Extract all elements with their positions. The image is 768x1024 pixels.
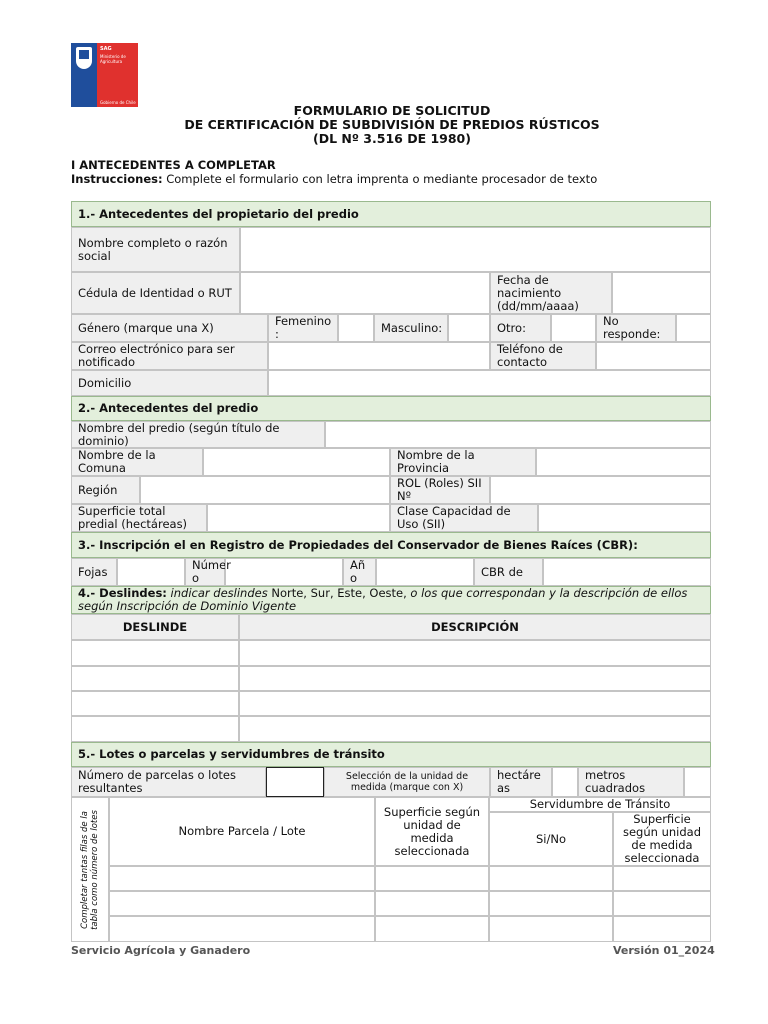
label-clase: Clase Capacidad de Uso (SII)	[390, 504, 538, 532]
col-descripcion: DESCRIPCIÓN	[239, 614, 711, 640]
label-hectareas: hectáre as	[490, 767, 552, 797]
logo-gov-text: Gobierno de Chile	[100, 100, 136, 105]
checkbox-masculino[interactable]	[448, 314, 490, 342]
col-servidumbre: Servidumbre de Tránsito	[489, 797, 711, 812]
section-heading: I ANTECEDENTES A COMPLETAR	[71, 158, 276, 172]
parcela-sino-cell-3[interactable]	[489, 916, 613, 942]
checkbox-no-responde[interactable]	[676, 314, 711, 342]
title-line-2: DE CERTIFICACIÓN DE SUBDIVISIÓN DE PREDIOS RÚSTICOS	[184, 117, 600, 132]
instructions	[71, 172, 597, 186]
input-nombre[interactable]	[240, 227, 711, 272]
label-cbr: CBR de	[474, 558, 543, 586]
input-rol[interactable]	[490, 476, 711, 504]
instructions-label: Instrucciones:	[71, 172, 163, 186]
input-correo[interactable]	[268, 342, 490, 370]
input-num-parcelas[interactable]	[266, 767, 324, 797]
checkbox-femenino[interactable]	[338, 314, 374, 342]
section-3-header: 3.- Inscripción el en Registro de Propiedades del Conservador de Bienes Raíces (CBR):	[71, 532, 711, 558]
title-line-3: (DL Nº 3.516 DE 1980)	[313, 131, 471, 146]
input-provincia[interactable]	[536, 448, 711, 476]
input-domicilio[interactable]	[268, 370, 711, 396]
deslinde-cell-1[interactable]	[71, 640, 239, 666]
parcela-superficie-cell-1[interactable]	[375, 866, 489, 891]
label-region: Región	[71, 476, 140, 504]
section-4-title: 4.- Deslindes:	[78, 586, 167, 600]
label-masculino: Masculino:	[374, 314, 448, 342]
checkbox-otro[interactable]	[551, 314, 596, 342]
input-region[interactable]	[140, 476, 390, 504]
title-line-1: FORMULARIO DE SOLICITUD	[293, 103, 491, 118]
input-anio[interactable]	[376, 558, 474, 586]
coat-of-arms-icon	[76, 47, 92, 69]
input-telefono[interactable]	[596, 342, 711, 370]
label-fecha: Fecha de nacimiento (dd/mm/aaaa)	[490, 272, 612, 314]
vertical-hint-text: Completar tantas filas de la tabla como número de lotes	[80, 809, 100, 930]
label-nombre: Nombre completo o razón social	[71, 227, 240, 272]
label-nombre-predio: Nombre del predio (según título de dominio)	[71, 421, 325, 448]
label-no-responde: No responde:	[596, 314, 676, 342]
label-comuna: Nombre de la Comuna	[71, 448, 203, 476]
parcela-nombre-cell-1[interactable]	[109, 866, 375, 891]
parcela-sup-serv-cell-3[interactable]	[613, 916, 711, 942]
input-superficie[interactable]	[207, 504, 390, 532]
label-seleccion-unidad: Selección de la unidad de medida (marque con X)	[324, 767, 490, 797]
parcela-sino-cell-2[interactable]	[489, 891, 613, 916]
deslinde-cell-3[interactable]	[71, 691, 239, 716]
col-nombre-parcela: Nombre Parcela / Lote	[109, 797, 375, 866]
col-superficie-servidumbre: Superficie según unidad de medida seleccionada	[613, 812, 711, 866]
section-5-header: 5.- Lotes o parcelas y servidumbres de tránsito	[71, 742, 711, 767]
descripcion-cell-1[interactable]	[239, 640, 711, 666]
label-otro: Otro:	[490, 314, 551, 342]
section-4-hint-3: o los que correspondan y la descripción de ellos según Inscripción de Dominio Vigente	[78, 586, 688, 613]
parcela-nombre-cell-2[interactable]	[109, 891, 375, 916]
section-4-header	[71, 586, 711, 614]
deslinde-cell-4[interactable]	[71, 716, 239, 742]
vertical-hint-cell	[71, 797, 109, 942]
label-fojas: Fojas	[71, 558, 117, 586]
section-1-header: 1.- Antecedentes del propietario del predio	[71, 201, 711, 227]
label-cedula: Cédula de Identidad o RUT	[71, 272, 240, 314]
col-sino: Si/No	[489, 812, 613, 866]
deslinde-cell-2[interactable]	[71, 666, 239, 691]
descripcion-cell-3[interactable]	[239, 691, 711, 716]
label-rol: ROL (Roles) SII Nº	[390, 476, 490, 504]
label-superficie: Superficie total predial (hectáreas)	[71, 504, 207, 532]
logo-sag-text: SAG	[100, 46, 112, 52]
sag-logo	[71, 43, 138, 107]
instructions-text: Complete el formulario con letra imprenta o mediante procesador de texto	[162, 172, 598, 186]
input-numero[interactable]	[225, 558, 343, 586]
label-provincia: Nombre de la Provincia	[390, 448, 536, 476]
parcela-nombre-cell-3[interactable]	[109, 916, 375, 942]
form-title	[0, 104, 768, 146]
input-comuna[interactable]	[203, 448, 390, 476]
checkbox-hectareas[interactable]	[552, 767, 578, 797]
input-cbr[interactable]	[543, 558, 711, 586]
col-deslinde: DESLINDE	[71, 614, 239, 640]
parcela-sino-cell-1[interactable]	[489, 866, 613, 891]
input-fojas[interactable]	[117, 558, 185, 586]
label-correo: Correo electrónico para ser notificado	[71, 342, 268, 370]
footer-organization: Servicio Agrícola y Ganadero	[71, 944, 251, 957]
descripcion-cell-4[interactable]	[239, 716, 711, 742]
parcela-sup-serv-cell-1[interactable]	[613, 866, 711, 891]
label-femenino: Femenino :	[268, 314, 338, 342]
parcela-superficie-cell-3[interactable]	[375, 916, 489, 942]
section-4-hint-2: Norte, Sur, Este, Oeste,	[271, 586, 407, 600]
parcela-sup-serv-cell-2[interactable]	[613, 891, 711, 916]
input-fecha[interactable]	[612, 272, 711, 314]
label-telefono: Teléfono de contacto	[490, 342, 596, 370]
label-metros: metros cuadrados	[578, 767, 684, 797]
label-domicilio: Domicilio	[71, 370, 268, 396]
logo-ministry-text: Ministerio de Agricultura	[100, 54, 126, 64]
parcela-superficie-cell-2[interactable]	[375, 891, 489, 916]
label-num-parcelas: Número de parcelas o lotes resultantes	[71, 767, 266, 797]
descripcion-cell-2[interactable]	[239, 666, 711, 691]
col-superficie: Superficie según unidad de medida seleccionada	[375, 797, 489, 866]
input-nombre-predio[interactable]	[325, 421, 711, 448]
checkbox-metros[interactable]	[684, 767, 711, 797]
footer-version: Versión 01_2024	[613, 944, 715, 957]
input-clase[interactable]	[538, 504, 711, 532]
section-4-hint-1: indicar deslindes	[166, 586, 272, 600]
section-2-header: 2.- Antecedentes del predio	[71, 396, 711, 421]
label-genero: Género (marque una X)	[71, 314, 268, 342]
label-numero: Númer o	[185, 558, 225, 586]
input-cedula[interactable]	[240, 272, 490, 314]
label-anio: Añ o	[343, 558, 376, 586]
